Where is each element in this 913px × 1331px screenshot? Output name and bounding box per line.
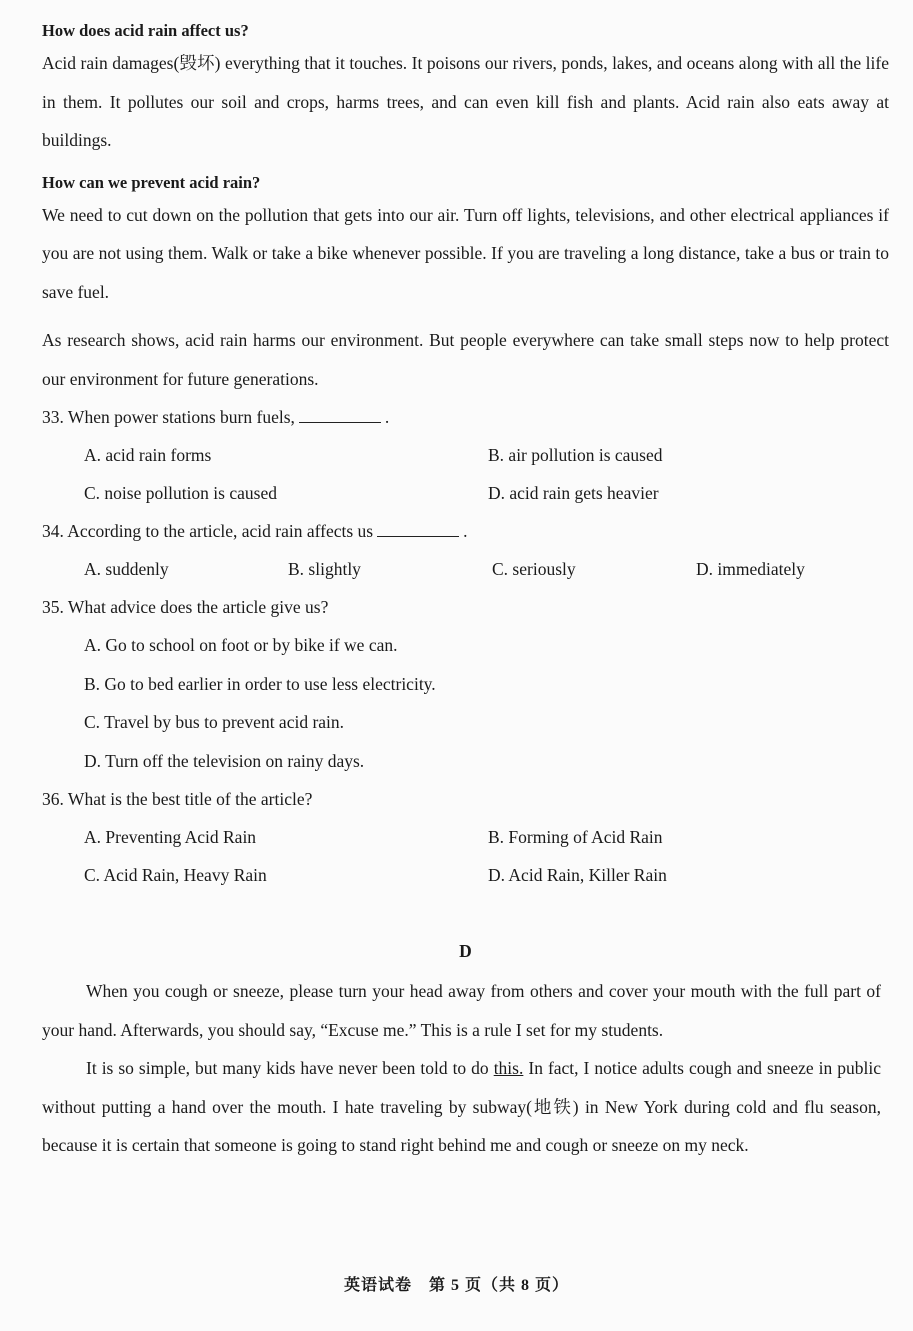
question-33 — [42, 398, 889, 512]
answer-blank — [377, 522, 459, 537]
passage-d-paragraph-2 — [42, 1049, 889, 1165]
para2-text-after: In fact, I notice adults cough and sneeze in public without putting a hand over the mouth. I hate traveling by subway(地铁) in New York during cold and flu season, because it is certain that someone is going to stand right behind me and cough or sneeze on my neck. — [42, 1058, 881, 1155]
option-35-b: B. Go to bed earlier in order to use less electricity. — [84, 673, 436, 694]
option-36-b: B. Forming of Acid Rain — [488, 827, 663, 847]
passage-d-section — [42, 938, 889, 1165]
option-33-b: B. air pollution is caused — [488, 445, 663, 465]
option-36-d: D. Acid Rain, Killer Rain — [488, 865, 667, 885]
question-34-end: . — [463, 521, 468, 541]
question-36 — [42, 780, 889, 894]
option-36-c: C. Acid Rain, Heavy Rain — [84, 865, 267, 885]
question-34 — [42, 512, 889, 588]
paragraph-prevent: We need to cut down on the pollution that gets into our air. Turn off lights, televisions, and other electrical appliances if you are not using them. Walk or take a bike whenever possible. If you are traveling a long distance, take a bus or train to save fuel. — [42, 204, 889, 302]
section-title-d: D — [459, 941, 472, 961]
heading-prevent: How can we prevent acid rain? — [42, 172, 261, 192]
paragraph-conclusion: As research shows, acid rain harms our environment. But people everywhere can take small steps now to help protect our environment for future generations. — [42, 330, 889, 389]
question-35 — [42, 588, 889, 780]
paragraph-affect: Acid rain damages(毁坏) everything that it touches. It poisons our rivers, ponds, lakes, and oceans along with all the life in them. It pollutes our soil and crops, harms trees, and can even kill fish and plants. Acid rain also eats away at buildings. — [42, 53, 889, 150]
page-footer: 英语试卷 第 5 页（共 8 页） — [343, 1277, 569, 1294]
option-34-b: B. slightly — [288, 559, 361, 579]
question-34-stem: 34. According to the article, acid rain affects us — [42, 521, 374, 541]
option-35-d: D. Turn off the television on rainy days. — [84, 750, 365, 771]
question-36-stem: 36. What is the best title of the article? — [42, 789, 313, 809]
passage-c-section — [42, 18, 889, 398]
question-33-stem: 33. When power stations burn fuels, — [42, 407, 295, 427]
answer-blank — [299, 408, 381, 423]
underlined-word-this: this. — [493, 1058, 524, 1078]
option-33-c: C. noise pollution is caused — [84, 483, 277, 503]
question-35-stem: 35. What advice does the article give us? — [42, 597, 329, 617]
option-35-c: C. Travel by bus to prevent acid rain. — [84, 712, 345, 732]
passage-d-paragraph-1: When you cough or sneeze, please turn your head away from others and cover your mouth with the full part of your hand. Afterwards, you should say, “Excuse me.” This is a rule I set for my students. — [42, 981, 881, 1040]
option-34-a: A. suddenly — [84, 559, 169, 579]
option-34-c: C. seriously — [492, 559, 576, 579]
option-35-a: A. Go to school on foot or by bike if we can. — [84, 635, 398, 655]
option-36-a: A. Preventing Acid Rain — [84, 827, 257, 847]
heading-affect: How does acid rain affect us? — [42, 21, 249, 40]
option-33-a: A. acid rain forms — [84, 445, 212, 465]
para2-text-before: It is so simple, but many kids have never been told to do — [86, 1058, 494, 1078]
option-33-d: D. acid rain gets heavier — [488, 483, 659, 503]
question-33-end: . — [384, 407, 390, 427]
option-34-d: D. immediately — [696, 559, 805, 579]
